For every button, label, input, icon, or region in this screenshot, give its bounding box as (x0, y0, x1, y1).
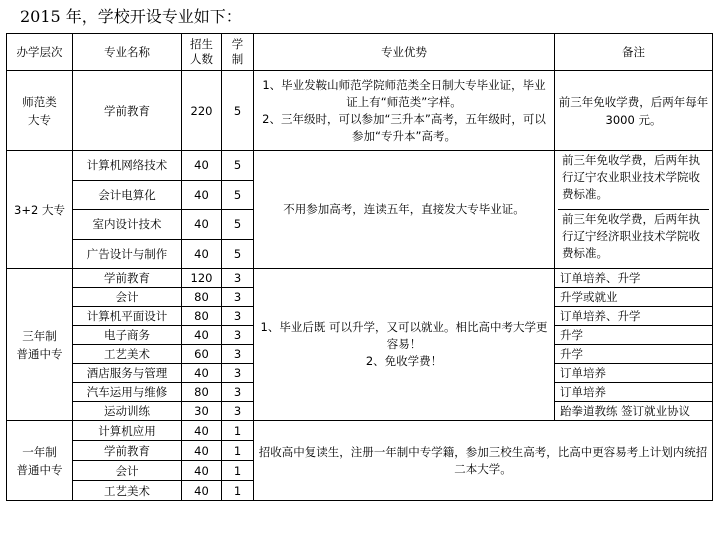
enroll-cell: 40 (182, 441, 222, 461)
header-advantage: 专业优势 (254, 34, 555, 71)
years-cell: 5 (222, 180, 254, 210)
years-cell: 3 (222, 383, 254, 402)
major-cell: 电子商务 (73, 326, 182, 345)
table-row (7, 71, 713, 151)
major-cell: 会计电算化 (73, 180, 182, 210)
remark-cell: 升学 (555, 326, 713, 345)
enroll-cell: 60 (182, 345, 222, 364)
major-cell: 工艺美术 (73, 345, 182, 364)
years-cell: 1 (222, 481, 254, 501)
enroll-cell: 40 (182, 180, 222, 210)
enroll-cell: 40 (182, 239, 222, 269)
years-cell: 3 (222, 326, 254, 345)
years-cell: 1 (222, 461, 254, 481)
major-cell: 学前教育 (73, 269, 182, 288)
years-cell: 3 (222, 307, 254, 326)
major-cell: 学前教育 (73, 441, 182, 461)
enroll-cell: 40 (182, 326, 222, 345)
advantage-cell: 1、毕业发鞍山师范学院师范类全日制大专毕业证，毕业证上有“师范类”字样。 2、三年级时，可以参加“三升本”高考，五年级时，可以参加“专升本”高考。 (254, 71, 555, 151)
enroll-cell: 80 (182, 288, 222, 307)
major-cell: 酒店服务与管理 (73, 364, 182, 383)
major-cell: 学前教育 (73, 71, 182, 151)
years-cell: 3 (222, 288, 254, 307)
years-cell: 5 (222, 210, 254, 240)
major-cell: 计算机平面设计 (73, 307, 182, 326)
major-cell: 计算机网络技术 (73, 151, 182, 181)
major-cell: 会计 (73, 461, 182, 481)
major-cell: 广告设计与制作 (73, 239, 182, 269)
major-cell: 汽车运用与维修 (73, 383, 182, 402)
years-cell: 3 (222, 269, 254, 288)
remark-cell: 订单培养 (555, 364, 713, 383)
table-header-row (7, 34, 713, 71)
header-years: 学 制 (222, 34, 254, 71)
enroll-cell: 40 (182, 481, 222, 501)
years-cell: 3 (222, 345, 254, 364)
years-cell: 5 (222, 239, 254, 269)
enroll-cell: 80 (182, 307, 222, 326)
advantage-cell: 不用参加高考，连读五年，直接发大专毕业证。 (254, 151, 555, 269)
header-enroll: 招生 人数 (182, 34, 222, 71)
enroll-cell: 80 (182, 383, 222, 402)
table-row (7, 269, 713, 288)
remark-cell: 订单培养、升学 (555, 269, 713, 288)
document-heading: 2015 年，学校开设专业如下： (20, 7, 242, 26)
remark-cell: 跆拳道教练 签订就业协议 (555, 402, 713, 421)
table-row (7, 151, 713, 181)
major-cell: 室内设计技术 (73, 210, 182, 240)
remark-cell (555, 151, 713, 269)
enroll-cell: 40 (182, 210, 222, 240)
enroll-cell: 30 (182, 402, 222, 421)
years-cell: 5 (222, 151, 254, 181)
header-level: 办学层次 (7, 34, 73, 71)
years-cell: 5 (222, 71, 254, 151)
header-remark: 备注 (555, 34, 713, 71)
enroll-cell: 40 (182, 151, 222, 181)
major-cell: 计算机应用 (73, 421, 182, 441)
enroll-cell: 220 (182, 71, 222, 151)
major-cell: 运动训练 (73, 402, 182, 421)
level-cell: 3+2 大专 (7, 151, 73, 269)
remark-agri: 前三年免收学费，后两年执行辽宁农业职业技术学院收费标准。 (562, 153, 700, 201)
remark-cell: 升学 (555, 345, 713, 364)
level-cell: 师范类 大专 (7, 71, 73, 151)
enroll-cell: 40 (182, 364, 222, 383)
enroll-cell: 40 (182, 461, 222, 481)
years-cell: 3 (222, 402, 254, 421)
header-major: 专业名称 (73, 34, 182, 71)
remark-cell: 订单培养 (555, 383, 713, 402)
remark-econ: 前三年免收学费，后两年执行辽宁经济职业技术学院收费标准。 (558, 209, 709, 268)
enroll-cell: 40 (182, 421, 222, 441)
years-cell: 3 (222, 364, 254, 383)
remark-cell: 升学或就业 (555, 288, 713, 307)
level-cell: 三年制 普通中专 (7, 269, 73, 421)
remark-cell: 前三年免收学费，后两年每年 3000 元。 (555, 71, 713, 151)
major-cell: 会计 (73, 288, 182, 307)
years-cell: 1 (222, 441, 254, 461)
advantage-cell: 招收高中复读生，注册一年制中专学籍，参加三校生高考，比高中更容易考上计划内统招二本大学。 (254, 421, 713, 501)
remark-cell: 订单培养、升学 (555, 307, 713, 326)
enroll-cell: 120 (182, 269, 222, 288)
years-cell: 1 (222, 421, 254, 441)
level-cell: 一年制 普通中专 (7, 421, 73, 501)
advantage-cell: 1、毕业后既 可以升学，又可以就业。相比高中考大学更容易！ 2、免收学费！ (254, 269, 555, 421)
table-row (7, 421, 713, 441)
majors-table (6, 33, 713, 501)
major-cell: 工艺美术 (73, 481, 182, 501)
